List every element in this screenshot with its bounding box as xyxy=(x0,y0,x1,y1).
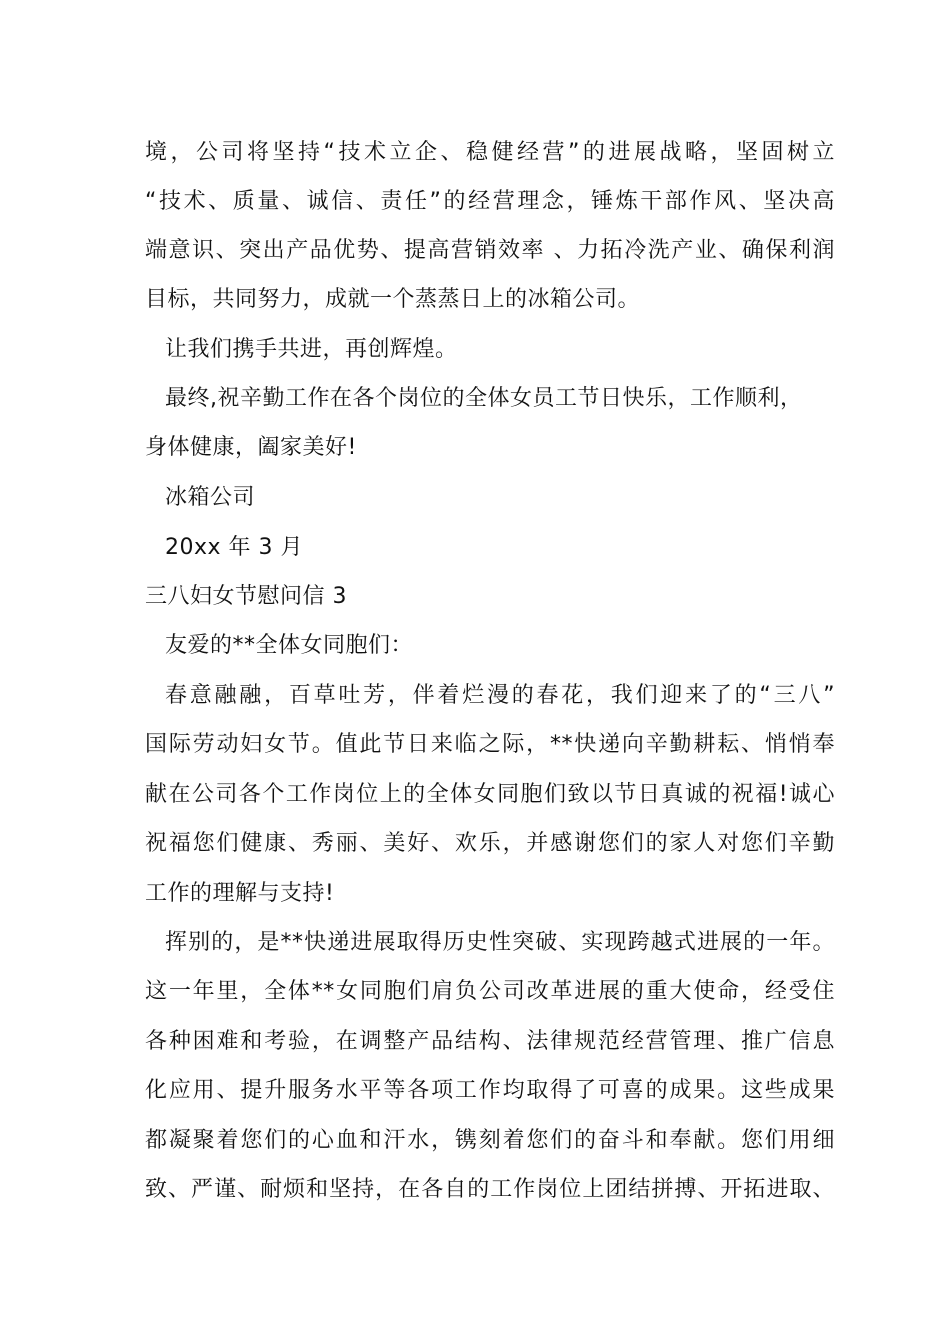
paragraph-line: 化应用、提升服务水平等各项工作均取得了可喜的成果。这些成果 xyxy=(145,1078,835,1103)
paragraph-line: 工作的理解与支持! xyxy=(145,881,335,906)
signature-company: 冰箱公司 xyxy=(165,485,256,510)
paragraph-line: 春意融融，百草吐芳，伴着烂漫的春花，我们迎来了的“三八” xyxy=(165,683,835,708)
paragraph-line: 境，公司将坚持“技术立企、稳健经营”的进展战略，坚固树立 xyxy=(145,140,835,165)
section-heading: 三八妇女节慰问信 3 xyxy=(145,584,347,609)
paragraph-line: 让我们携手共进，再创辉煌。 xyxy=(165,337,458,362)
paragraph-line: 祝福您们健康、秀丽、美好、欢乐，并感谢您们的家人对您们辛勤 xyxy=(145,831,835,856)
paragraph-line: 各种困难和考验，在调整产品结构、法律规范经营管理、推广信息 xyxy=(145,1029,835,1054)
signature-date: 20xx 年 3 月 xyxy=(165,535,304,560)
paragraph-line: 端意识、突出产品优势、提高营销效率 、力拓冷洗产业、确保利润 xyxy=(145,238,835,263)
paragraph-line: 最终,祝辛勤工作在各个岗位的全体女员工节日快乐，工作顺利， xyxy=(165,386,803,411)
paragraph-line: 献在公司各个工作岗位上的全体女同胞们致以节日真诚的祝福!诚心 xyxy=(145,782,835,807)
salutation: 友爱的**全体女同胞们： xyxy=(165,633,414,658)
paragraph-line: 目标，共同努力，成就一个蒸蒸日上的冰箱公司。 xyxy=(145,287,641,312)
paragraph-line: “技术、质量、诚信、责任”的经营理念，锤炼干部作风、坚决高 xyxy=(145,189,835,214)
paragraph-line: 身体健康，阖家美好! xyxy=(145,435,357,460)
paragraph-line: 这一年里，全体**女同胞们肩负公司改革进展的重大使命，经受住 xyxy=(145,979,835,1004)
paragraph-line: 挥别的，是**快递进展取得历史性突破、实现跨越式进展的一年。 xyxy=(165,930,835,955)
paragraph-line: 都凝聚着您们的心血和汗水，镌刻着您们的奋斗和奉献。您们用细 xyxy=(145,1128,835,1153)
paragraph-line: 致、严谨、耐烦和坚持，在各自的工作岗位上团结拼搏、开拓进取、 xyxy=(145,1177,835,1202)
paragraph-line: 国际劳动妇女节。值此节日来临之际，**快递向辛勤耕耘、悄悄奉 xyxy=(145,732,835,757)
